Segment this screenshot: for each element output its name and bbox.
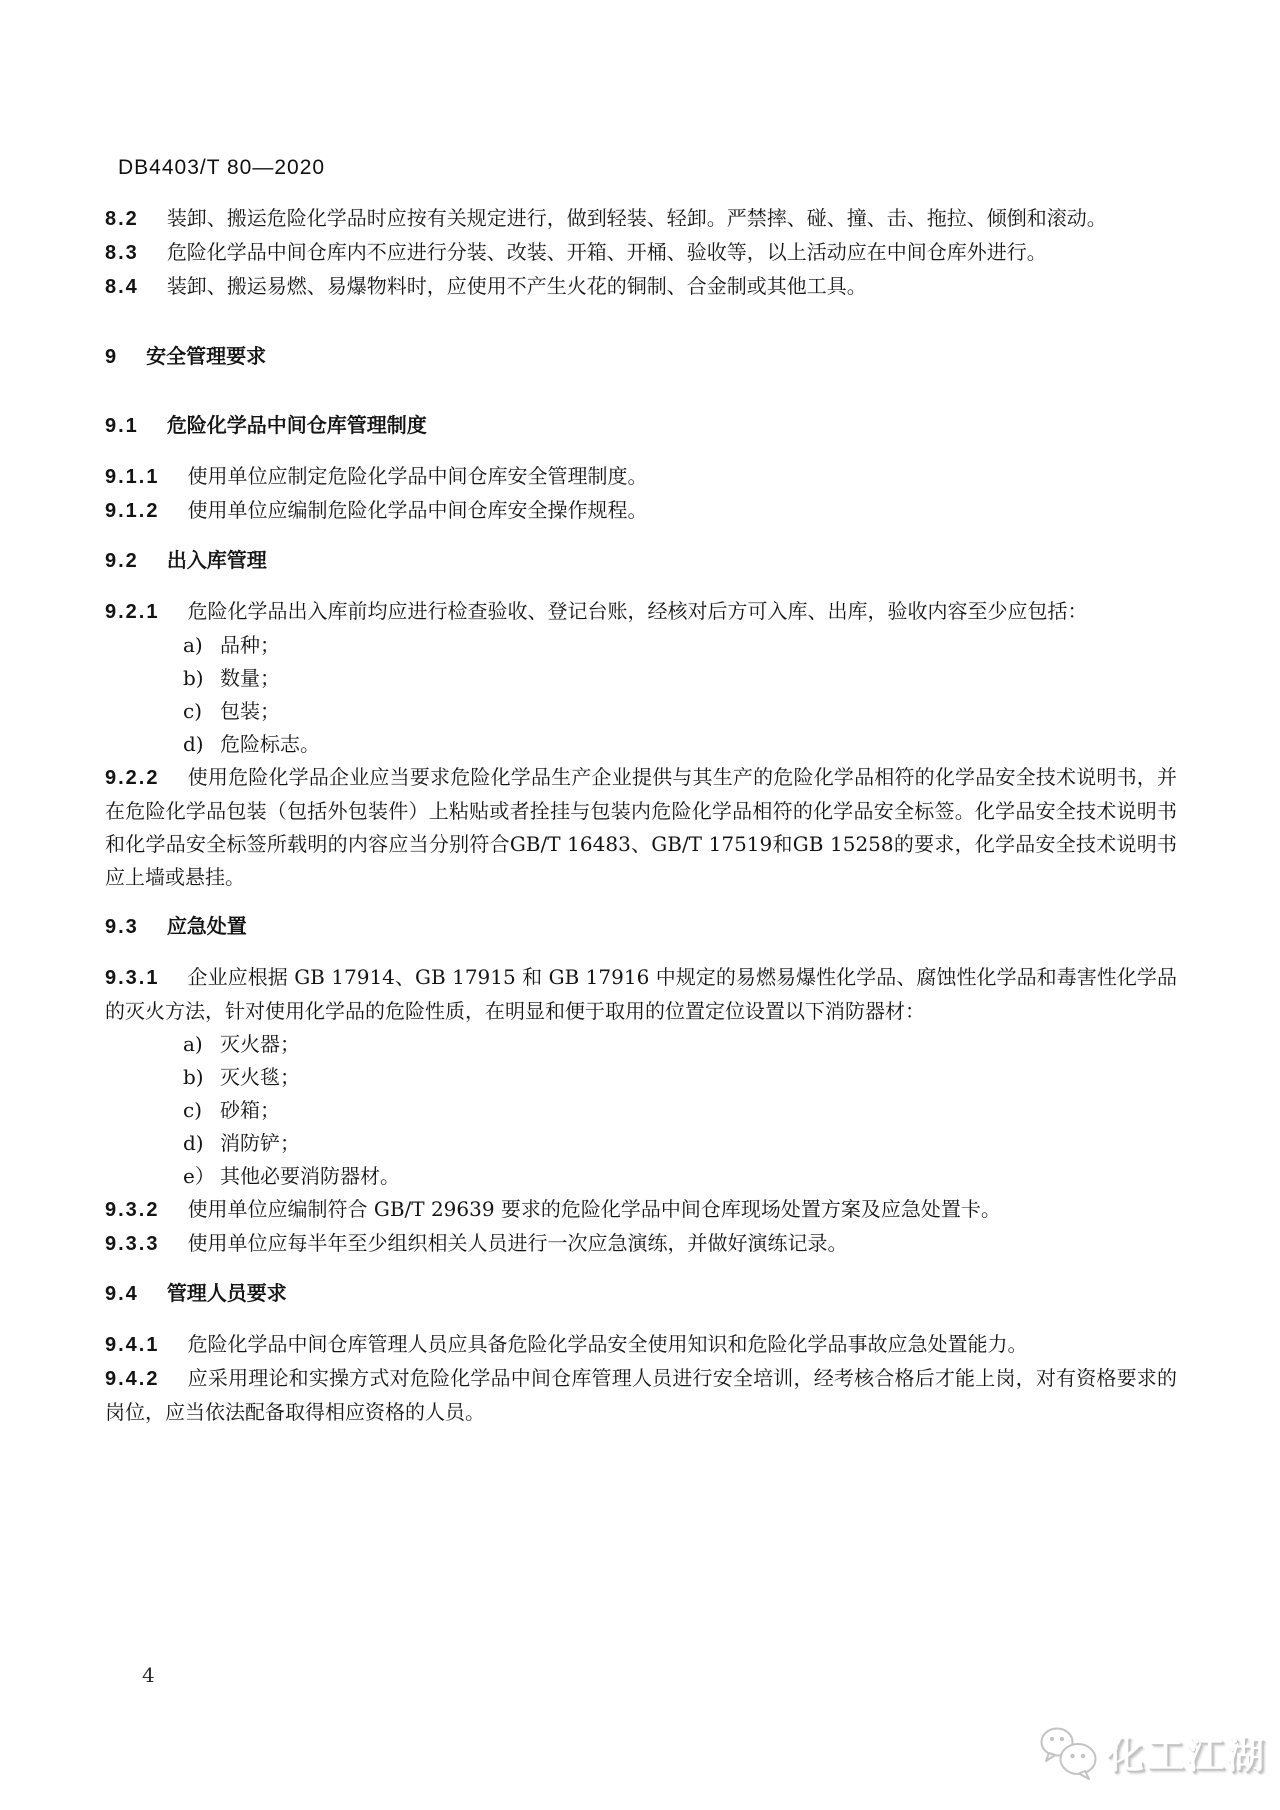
clause-9-2-2 (105, 761, 1177, 894)
list-marker: b) (183, 666, 204, 690)
subsection-heading-9-3 (105, 911, 1177, 944)
clause-text: 企业应根据 GB 17914、GB 17915 和 GB 17916 中规定的易燃易爆性化学品、腐蚀性化学品和毒害性化学品的灭火方法，针对使用化学品的危险性质，在明显和便于取用的位置定位设置以下消防器材： (105, 965, 1177, 1023)
page-number: 4 (142, 1663, 155, 1687)
subsection-number: 9.3 (105, 916, 139, 938)
clause-number: 9.4.1 (105, 1334, 160, 1356)
clause-number: 9.2.1 (105, 601, 160, 623)
list-text: 灭火器； (220, 1032, 300, 1056)
clause-text: 装卸、搬运危险化学品时应按有关规定进行，做到轻装、轻卸。严禁摔、碰、撞、击、拖拉、倾倒和滚动。 (166, 206, 1107, 230)
clause-number: 9.2.2 (105, 767, 160, 789)
section-number: 9 (105, 346, 119, 368)
clause-8-3 (105, 236, 1177, 270)
list-item-e (105, 1160, 1177, 1193)
clause-9-4-1 (105, 1328, 1177, 1362)
clause-text: 危险化学品中间仓库内不应进行分装、改装、开箱、开桶、验收等，以上活动应在中间仓库外进行。 (166, 240, 1047, 264)
list-text: 其他必要消防器材。 (220, 1164, 400, 1188)
clause-text: 使用单位应编制危险化学品中间仓库安全操作规程。 (187, 498, 648, 522)
list-item-b (105, 1061, 1177, 1094)
clause-text: 使用危险化学品企业应当要求危险化学品生产企业提供与其生产的危险化学品相符的化学品安全技术说明书，并在危险化学品包装（包括外包装件）上粘贴或者拴挂与包装内危险化学品相符的化学品安全标签。化学品安全技术说明书和化学品安全标签所载明的内容应当分别符合GB/T 16483、GB/T 17519和GB 15258的要求，化学品安全技术说明书应上墙或悬挂。 (105, 765, 1177, 889)
list-marker: e） (183, 1164, 215, 1188)
list-item-a (105, 629, 1177, 662)
subsection-heading-9-1 (105, 410, 1177, 443)
list-item-d (105, 728, 1177, 761)
subsection-number: 9.2 (105, 550, 139, 572)
subsection-heading-9-4 (105, 1278, 1177, 1311)
clause-text: 使用单位应每半年至少组织相关人员进行一次应急演练，并做好演练记录。 (187, 1231, 848, 1255)
list-item-c (105, 695, 1177, 728)
clause-number: 9.3.1 (105, 967, 160, 989)
clause-9-1-1 (105, 460, 1177, 494)
list-marker: a) (183, 633, 203, 657)
list-marker: d) (183, 1131, 204, 1155)
list-text: 品种； (220, 633, 280, 657)
clause-9-3-2 (105, 1193, 1177, 1227)
clause-text: 装卸、搬运易燃、易爆物料时，应使用不产生火花的铜制、合金制或其他工具。 (166, 274, 867, 298)
clause-text: 使用单位应制定危险化学品中间仓库安全管理制度。 (187, 464, 648, 488)
subsection-title: 应急处置 (166, 916, 247, 938)
list-text: 危险标志。 (220, 732, 320, 756)
list-marker: b) (183, 1065, 204, 1089)
brand-name: 化工江湖 (1107, 1735, 1267, 1776)
clause-8-4 (105, 270, 1177, 304)
clause-8-2 (105, 202, 1177, 236)
clause-9-3-1 (105, 961, 1177, 1028)
clause-9-1-2 (105, 494, 1177, 528)
clause-number: 9.1.2 (105, 500, 160, 522)
list-marker: a) (183, 1032, 203, 1056)
subsection-number: 9.4 (105, 1283, 139, 1305)
document-body (105, 156, 1177, 1429)
clause-number: 9.1.1 (105, 466, 160, 488)
clause-number: 9.3.2 (105, 1199, 160, 1221)
list-text: 砂箱； (220, 1098, 280, 1122)
clause-number: 9.3.3 (105, 1233, 160, 1255)
watermark-brand (1036, 1726, 1267, 1786)
clause-number: 8.3 (105, 242, 139, 264)
clause-number: 9.4.2 (105, 1368, 160, 1390)
clause-number: 8.2 (105, 208, 139, 230)
list-marker: c) (183, 1098, 203, 1122)
clause-9-3-3 (105, 1227, 1177, 1261)
list-text: 数量； (220, 666, 280, 690)
clause-text: 危险化学品中间仓库管理人员应具备危险化学品安全使用知识和危险化学品事故应急处置能力。 (187, 1332, 1028, 1356)
list-marker: c) (183, 699, 203, 723)
list-item-c (105, 1094, 1177, 1127)
list-item-a (105, 1028, 1177, 1061)
subsection-number: 9.1 (105, 415, 139, 437)
list-item-b (105, 662, 1177, 695)
list-text: 消防铲； (220, 1131, 300, 1155)
clause-text: 危险化学品出入库前均应进行检查验收、登记台账，经核对后方可入库、出库，验收内容至少应包括： (187, 599, 1088, 623)
list-marker: d) (183, 732, 204, 756)
subsection-title: 危险化学品中间仓库管理制度 (166, 415, 427, 437)
clause-9-2-1 (105, 595, 1177, 629)
list-text: 包装； (220, 699, 280, 723)
clause-text: 应采用理论和实操方式对危险化学品中间仓库管理人员进行安全培训，经考核合格后才能上岗，对有资格要求的岗位，应当依法配备取得相应资格的人员。 (105, 1366, 1177, 1424)
clause-number: 8.4 (105, 276, 139, 298)
list-text: 灭火毯； (220, 1065, 300, 1089)
subsection-title: 出入库管理 (166, 550, 267, 572)
section-heading-9 (105, 341, 1177, 374)
clause-9-4-2 (105, 1362, 1177, 1429)
subsection-heading-9-2 (105, 545, 1177, 578)
document-number: DB4403/T 80—2020 (118, 156, 326, 179)
subsection-title: 管理人员要求 (166, 1283, 287, 1305)
section-title: 安全管理要求 (146, 346, 267, 368)
wechat-icon (1036, 1726, 1100, 1786)
list-item-d (105, 1127, 1177, 1160)
clause-text: 使用单位应编制符合 GB/T 29639 要求的危险化学品中间仓库现场处置方案及应急处置卡。 (187, 1197, 1001, 1221)
